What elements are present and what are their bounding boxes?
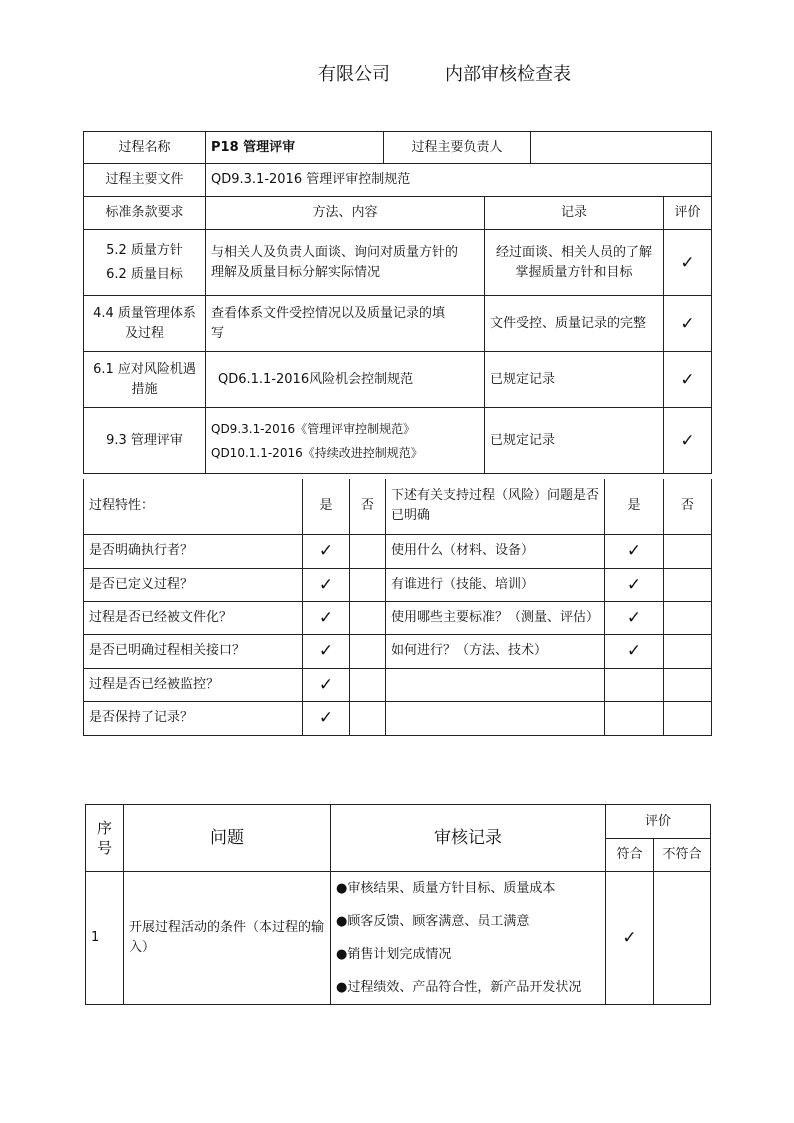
no-checkmark [350,634,386,668]
company-name: 有限公司 [318,64,390,85]
std-clause [84,230,206,296]
document-title [0,60,794,88]
no-checkmark [664,534,712,568]
std-clause [84,408,206,474]
col-method-header: 方法、内容 [206,197,485,230]
no-checkmark [350,701,386,735]
yes-checkmark: ✓ [605,534,664,568]
col-no-header: 序号 [86,805,124,872]
support-question-header: 下述有关支持过程（风险）问题是否已明确 [386,479,605,534]
no-checkmark [664,601,712,634]
ok-checkmark: ✓ [606,872,654,1005]
table-row [84,668,712,701]
col-std-header: 标准条款要求 [84,197,206,230]
col-eval-header: 评价 [606,805,711,839]
yes-checkmark: ✓ [605,634,664,668]
col-issue-header: 问题 [124,805,331,872]
method-line: 查看体系文件受控情况以及质量记录的填 [211,305,446,321]
yes-checkmark: ✓ [303,568,350,601]
eval-checkmark: ✓ [664,296,712,352]
process-owner-label: 过程主要负责人 [384,132,531,164]
process-table [83,131,712,474]
col-record-header: 记录 [485,197,664,230]
process-owner-value [531,132,712,164]
yes-checkmark: ✓ [303,701,350,735]
method-content [206,352,485,408]
std-line: 6.2 质量目标 [106,266,183,282]
yes-checkmark: ✓ [303,634,350,668]
process-name-label: 过程名称 [84,132,206,164]
yes-header: 是 [303,479,350,534]
support-question: 如何进行？（方法、技术） [386,634,605,668]
std-clause [84,352,206,408]
no-checkmark [664,701,712,735]
std-line: 措施 [131,381,158,397]
record-line: 已规定记录 [490,371,556,387]
audit-records [331,872,606,1005]
col-record-header: 审核记录 [331,805,606,872]
yes-checkmark [605,701,664,735]
method-line: QD9.3.1-2016《管理评审控制规范》 [211,421,416,436]
record-bullet: ●顾客反馈、顾客满意、员工满意 [336,913,530,929]
no-checkmark [664,568,712,601]
yes-header: 是 [605,479,664,534]
col-eval-header: 评价 [664,197,712,230]
record-line: 文件受控、质量记录的完整 [490,315,647,331]
checklist-title: 内部审核检查表 [445,64,571,85]
support-question: 有谁进行（技能、培训） [386,568,605,601]
record-line: 已规定记录 [490,432,556,448]
method-content [206,296,485,352]
table-row [84,568,712,601]
support-question: 使用什么（材料、设备） [386,534,605,568]
support-question: 使用哪些主要标准？（测量、评估） [386,601,605,634]
std-clause [84,296,206,352]
table-row [84,601,712,634]
characteristic-question: 是否保持了记录？ [84,701,303,735]
record-bullet: ●审核结果、质量方针目标、质量成本 [336,880,556,896]
method-line: QD6.1.1-2016风险机会控制规范 [218,371,414,387]
record-content [485,408,664,474]
no-checkmark [350,534,386,568]
record-bullet: ●销售计划完成情况 [336,946,452,962]
process-row [84,230,712,296]
table-row [84,534,712,568]
record-line: 经过面谈、相关人员的了解 [496,244,653,260]
std-line: 6.1 应对风险机遇 [93,361,196,377]
process-row [84,296,712,352]
table-row [84,701,712,735]
characteristics-header: 过程特性： [84,479,303,534]
eval-checkmark: ✓ [664,408,712,474]
nok-checkmark [654,872,711,1005]
no-checkmark [664,668,712,701]
characteristic-question: 过程是否已经被监控？ [84,668,303,701]
record-line: 掌握质量方针和目标 [515,264,633,280]
method-content [206,408,485,474]
no-header: 否 [664,479,712,534]
process-docs-label: 过程主要文件 [84,164,206,197]
record-content [485,296,664,352]
audit-record-table [85,804,711,1005]
method-line: QD10.1.1-2016《持续改进控制规范》 [211,445,423,460]
issue-text: 开展过程活动的条件（本过程的输入） [124,872,331,1005]
method-line: 与相关人及负责人面谈、询问对质量方针的 [211,244,459,260]
method-content [206,230,485,296]
method-line: 理解及质量目标分解实际情况 [211,264,381,280]
yes-checkmark: ✓ [303,668,350,701]
support-question [386,668,605,701]
characteristic-question: 是否已定义过程？ [84,568,303,601]
record-bullet: ●过程绩效、产品符合性，新产品开发状况 [336,979,582,995]
characteristics-table [83,479,712,736]
no-header: 否 [350,479,386,534]
table-row [86,872,711,1005]
std-line: 9.3 管理评审 [106,432,183,448]
record-content [485,352,664,408]
method-line: 写 [211,325,225,341]
no-checkmark [350,601,386,634]
std-line: 5.2 质量方针 [106,242,183,258]
col-ok-header: 符合 [606,839,654,872]
record-content [485,230,664,296]
process-row [84,352,712,408]
eval-checkmark: ✓ [664,352,712,408]
support-question [386,701,605,735]
characteristic-question: 是否明确执行者？ [84,534,303,568]
no-checkmark [350,568,386,601]
row-number: 1 [86,872,124,1005]
col-nok-header: 不符合 [654,839,711,872]
no-checkmark [664,634,712,668]
no-checkmark [350,668,386,701]
characteristic-question: 过程是否已经被文件化？ [84,601,303,634]
std-line: 及过程 [124,325,164,341]
process-docs-value: QD9.3.1-2016 管理评审控制规范 [206,164,712,197]
yes-checkmark [605,668,664,701]
eval-checkmark: ✓ [664,230,712,296]
process-row [84,408,712,474]
yes-checkmark: ✓ [303,601,350,634]
table-row [84,634,712,668]
std-line: 4.4 质量管理体系 [93,305,196,321]
yes-checkmark: ✓ [605,568,664,601]
process-name-value: P18 管理评审 [206,132,384,164]
yes-checkmark: ✓ [605,601,664,634]
yes-checkmark: ✓ [303,534,350,568]
characteristic-question: 是否已明确过程相关接口？ [84,634,303,668]
